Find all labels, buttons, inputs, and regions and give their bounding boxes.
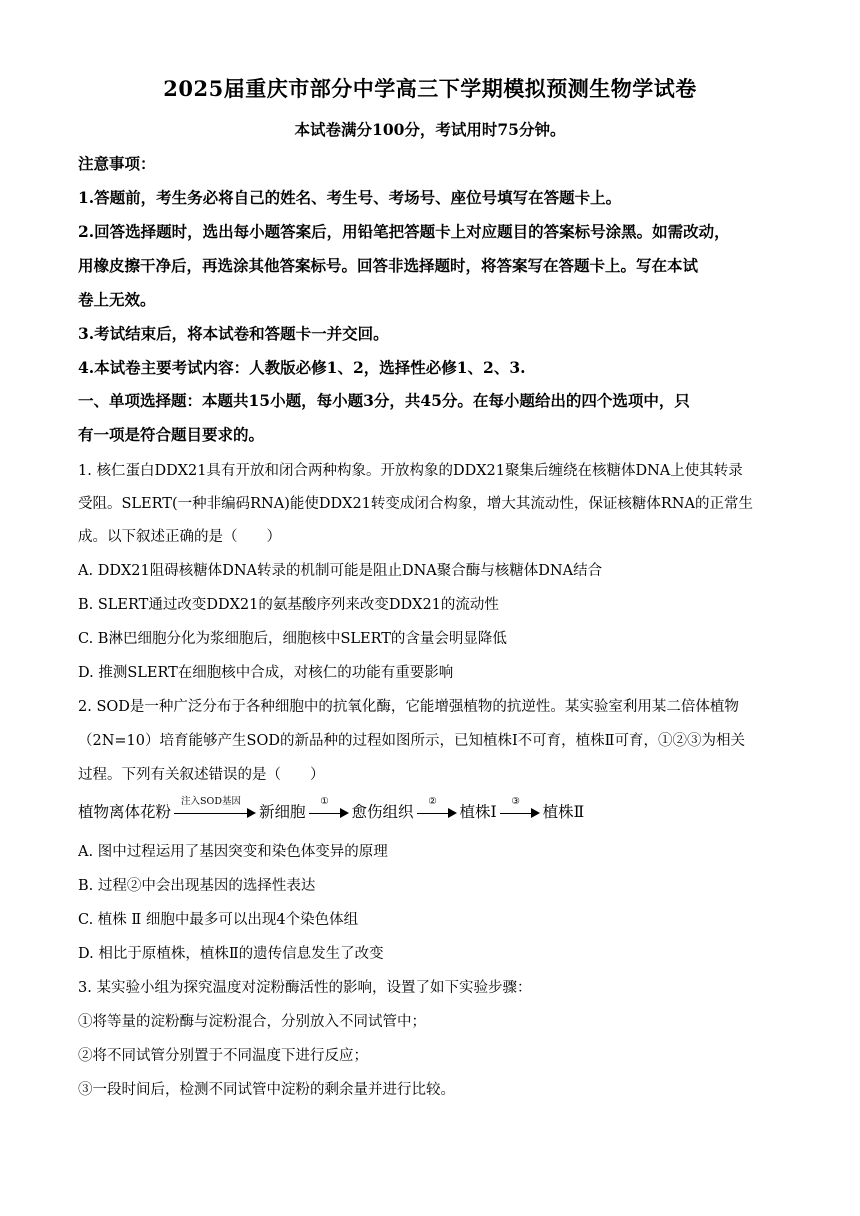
q2-option-d: D. 相比于原植株，植株Ⅱ的遗传信息发生了改变 [78,946,384,962]
q2-option-c: C. 植株 Ⅱ 细胞中最多可以出现4个染色体组 [78,912,359,928]
exam-subtitle: 本试卷满分100分，考试用时75分钟。 [294,120,566,139]
flow-node-plant-1: 植株Ⅰ [459,803,497,821]
arrow-right-icon [531,808,540,818]
exam-title: 2025届重庆市部分中学高三下学期模拟预测生物学试卷 [163,76,697,101]
notice-heading: 注意事项： [78,154,156,173]
q2-stem-line-1: 2. SOD是一种广泛分布于各种细胞中的抗氧化酶，它能增强植物的抗逆性。某实验室利用某二倍体植物 [78,699,739,715]
section-heading-cont: 有一项是符合题目要求的。 [78,425,265,444]
q1-option-b: B. SLERT通过改变DDX21的氨基酸序列来改变DDX21的流动性 [78,597,499,613]
q1-stem-line-1: 1. 核仁蛋白DDX21具有开放和闭合两种构象。开放构象的DDX21聚集后缠绕在核糖体DNA上使其转录 [78,463,743,479]
q2-option-b: B. 过程②中会出现基因的选择性表达 [78,878,316,894]
notice-item-2-end: 卷上无效。 [78,290,156,309]
flow-node-new-cell: 新细胞 [259,803,306,821]
q1-stem-line-3: 成。以下叙述正确的是（ ） [78,529,281,545]
flow-node-pollen: 植物离体花粉 [78,803,172,821]
flow-arrow-inject [174,796,256,821]
q3-step-2: ②将不同试管分别置于不同温度下进行反应； [78,1048,368,1064]
notice-item-4: 4.本试卷主要考试内容：人教版必修1、2，选择性必修1、2、3. [78,358,526,377]
q2-stem-line-2: （2N=10）培育能够产生SOD的新品种的过程如图所示，已知植株Ⅰ不可育，植株Ⅱ可育，①②③为相关 [78,733,746,749]
notice-item-2-cont: 用橡皮擦干净后，再选涂其他答案标号。回答非选择题时，将答案写在答题卡上。写在本试 [78,256,699,275]
arrow-right-icon [340,808,349,818]
section-heading: 一、单项选择题：本题共15小题，每小题3分，共45分。在每小题给出的四个选项中，只 [78,391,690,410]
q1-option-d: D. 推测SLERT在细胞核中合成，对核仁的功能有重要影响 [78,665,454,681]
flow-arrow-step3-label: ③ [511,796,520,807]
flow-arrow-step2 [417,796,457,821]
q1-option-c: C. B淋巴细胞分化为浆细胞后，细胞核中SLERT的含量会明显降低 [78,631,507,647]
q1-stem-line-2: 受阻。SLERT(一种非编码RNA)能使DDX21转变成闭合构象，增大其流动性，保证核糖体RNA的正常生 [78,496,753,512]
notice-item-3: 3.考试结束后，将本试卷和答题卡一并交回。 [78,324,389,343]
q3-step-1: ①将等量的淀粉酶与淀粉混合，分别放入不同试管中； [78,1014,426,1030]
flow-arrow-step1-label: ① [320,796,329,807]
flow-arrow-inject-label: 注入SOD基因 [181,796,241,807]
notice-item-2: 2.回答选择题时，选出每小题答案后，用铅笔把答题卡上对应题目的答案标号涂黑。如需改动， [78,222,730,241]
arrow-right-icon [448,808,457,818]
q3-step-3: ③一段时间后，检测不同试管中淀粉的剩余量并进行比较。 [78,1082,455,1098]
q3-stem: 3. 某实验小组为探究温度对淀粉酶活性的影响，设置了如下实验步骤： [78,980,532,996]
flow-node-callus: 愈伤组织 [351,803,414,821]
q1-option-a: A. DDX21阻碍核糖体DNA转录的机制可能是阻止DNA聚合酶与核糖体DNA结合 [78,563,603,579]
flow-node-plant-2: 植株Ⅱ [542,803,585,821]
q2-stem-line-3: 过程。下列有关叙述错误的是（ ） [78,767,325,783]
q2-option-a: A. 图中过程运用了基因突变和染色体变异的原理 [78,844,388,860]
flow-arrow-step1 [309,796,349,821]
flow-arrow-step2-label: ② [428,796,437,807]
q2-process-diagram [78,795,783,827]
arrow-right-icon [247,808,256,818]
notice-item-1: 1.答题前，考生务必将自己的姓名、考生号、考场号、座位号填写在答题卡上。 [78,188,622,207]
flow-arrow-step3 [500,796,540,821]
